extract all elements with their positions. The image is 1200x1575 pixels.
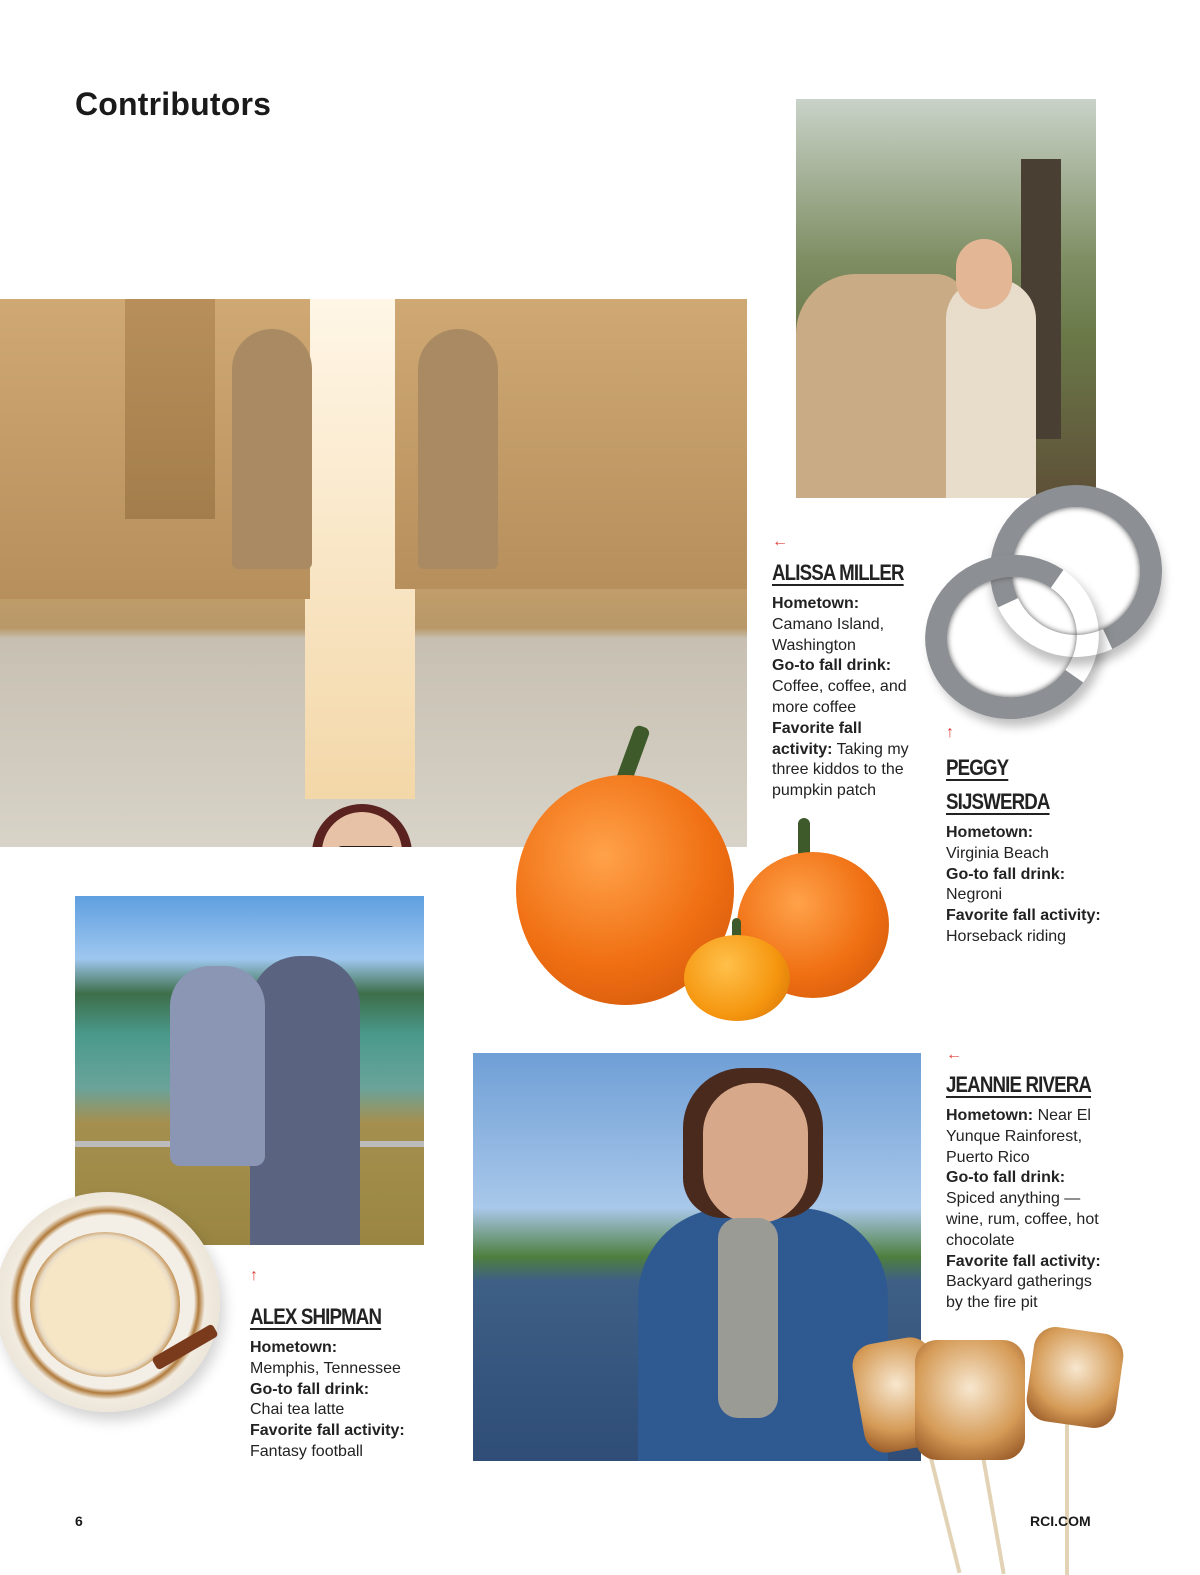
hometown-value: Virginia Beach [946,844,1049,862]
drink-value: Chai tea latte [250,1401,345,1419]
drink-label: Go-to fall drink: [946,1169,1066,1187]
hometown-value: Memphis, Tennessee [250,1359,401,1377]
up-arrow-icon: ↑ [946,724,954,741]
page-number: 6 [75,1513,83,1529]
page-title: Contributors [75,86,272,122]
site-url: RCI.COM [1030,1513,1091,1529]
hometown-label: Hometown: [946,824,1034,841]
activity-label: Favorite fall activity: [946,907,1101,925]
activity-label: Favorite fall activity: [946,1252,1101,1270]
activity-label: Favorite fall activity: [772,719,862,758]
activity-value: Taking my three kiddos to the pumpkin patch [772,740,909,800]
drink-label: Go-to fall drink: [772,657,892,675]
contributor-name: PEGGY SIJSWERDA [946,755,1050,814]
hometown-value: Near El Yunque Rainforest, Puerto Rico [946,1107,1091,1166]
up-arrow-icon: ↑ [250,1267,258,1284]
hometown-value: Camano Island, Washington [772,615,885,654]
peggy-sijswerda-photo [796,99,1096,498]
contributor-name: ALISSA MILLER [772,560,904,585]
contributor-name: ALEX SHIPMAN [250,1304,382,1329]
contributor-bio-alissa [772,556,922,802]
left-arrow-icon: ← [946,1046,962,1063]
hometown-label: Hometown: [250,1339,338,1356]
left-arrow-icon: ← [772,533,788,550]
jeannie-rivera-photo [473,1053,921,1461]
hometown-label: Hometown: [946,1107,1034,1124]
contributor-name: JEANNIE RIVERA [946,1072,1092,1097]
hometown-label: Hometown: [772,595,860,612]
drink-label: Go-to fall drink: [946,865,1066,883]
alex-shipman-photo [75,896,424,1245]
contributor-bio-alex [250,1300,430,1463]
activity-value: Horseback riding [946,927,1067,945]
activity-value: Fantasy football [250,1442,363,1460]
contributor-bio-peggy [946,751,1116,948]
drink-value: Spiced anything — wine, rum, coffee, hot chocolate [946,1190,1099,1249]
drink-value: Negroni [946,886,1003,904]
activity-value: Backyard gatherings by the fire pit [946,1273,1092,1312]
drink-value: Coffee, coffee, and more coffee [772,678,907,716]
contributor-bio-jeannie [946,1068,1108,1314]
activity-label: Favorite fall activity: [250,1422,405,1440]
drink-label: Go-to fall drink: [250,1380,370,1398]
